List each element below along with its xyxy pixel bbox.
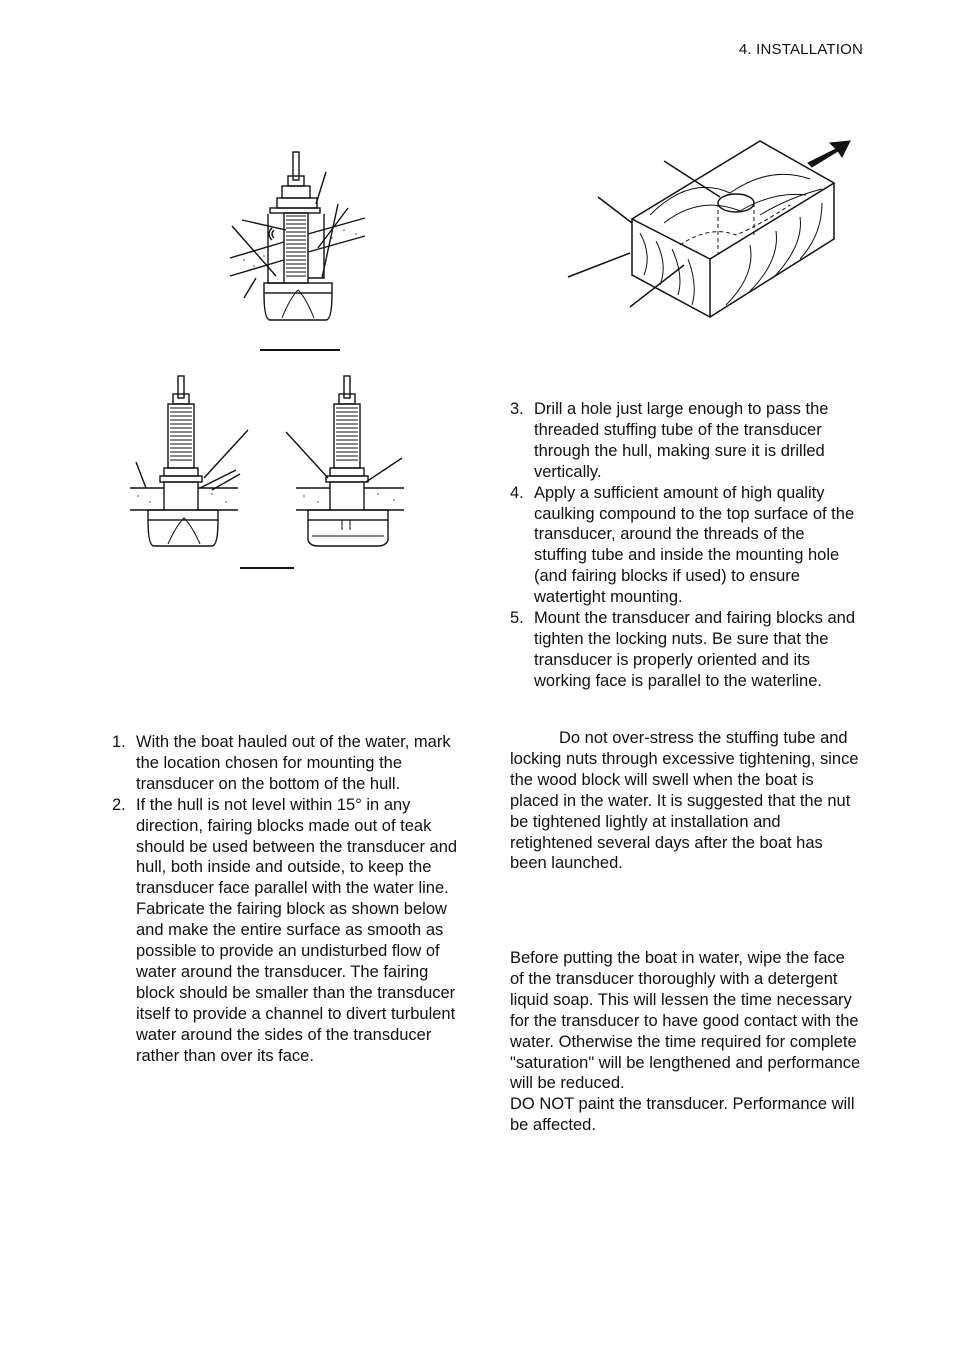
left-column-steps [112,732,468,1067]
list-item: 3. Drill a hole just large enough to pass the threaded stuffing tube of the transducer through the hull, making sure it is drilled vertically. [510,400,829,481]
note-text: Do not over-stress the stuffing tube and locking nuts through excessive tightening, since the wood block will swell when the boat is placed in the water. It is suggested that the nut be tightened lightly at installation and retightened several days after the boat has been launched. [510,729,859,873]
preparation-section [510,948,862,1136]
transducer-flat-hull-illustration [128,370,418,575]
list-item: 5. Mount the transducer and fairing blocks and tighten the locking nuts. Be sure that the transducer is properly oriented and its working face is parallel to the waterline. [510,609,856,690]
list-item: 4. Apply a sufficient amount of high quality caulking compound to the top surface of the transducer, around the threads of the stuffing tube and inside the mounting hole (and fairing blocks if used) to ensure watertight mounting. [510,483,855,607]
paint-warning: DO NOT paint the transducer. Performance will be affected. [510,1095,855,1135]
page-header-section: 4. INSTALLATION [738,41,863,58]
fairing-block-illustration [560,135,860,325]
preparation-text: Before putting the boat in water, wipe the face of the transducer thoroughly with a detergent liquid soap. This will lessen the time necessary for the transducer to have good contact with the water. Otherwise the time required for complete "saturation" will be lengthened and performance will be reduced. [510,949,861,1093]
note-paragraph [510,728,862,874]
transducer-fairing-block-illustration [220,148,370,358]
list-item: 1. With the boat hauled out of the water, mark the location chosen for mounting the transducer on the bottom of the hull. [112,733,451,793]
right-column-steps [510,399,862,692]
list-item: 2. If the hull is not level within 15° in any direction, fairing blocks made out of teak should be used between the transducer and hull, both inside and outside, to keep the transducer face parallel with the water line. Fabricate the fairing block as shown below and make the entire surface as smooth as possible to provide an undisturbed flow of water around the transducer. The fairing block should be smaller than the transducer itself to provide a channel to divert turbulent water around the sides of the transducer rather than over its face. [112,795,458,1065]
